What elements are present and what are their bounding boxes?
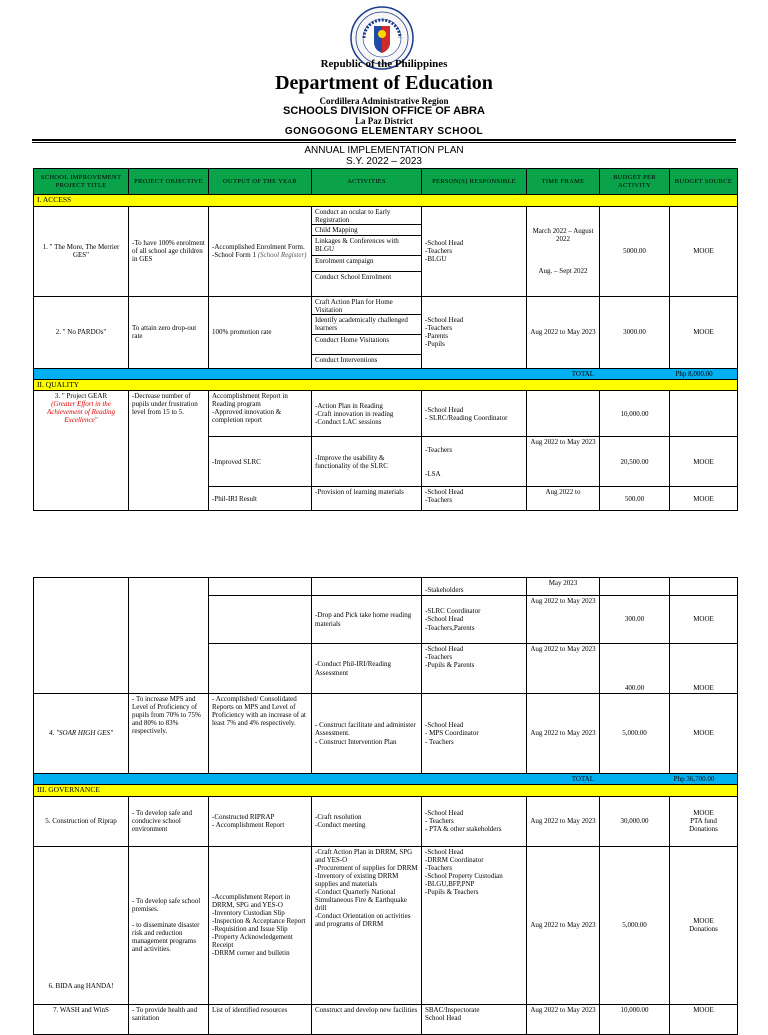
budget-amount: 3000.00: [600, 296, 670, 368]
time-frame: Aug 2022 to May 2023: [527, 796, 600, 846]
person-line: -Teachers: [425, 445, 453, 454]
project-output: - Accomplished/ Consolidated Reports on MPS and Level of Proficiency with an increase of at least 7% and 4% respectively.: [209, 694, 312, 774]
activities-list: -Drop and Pick take home reading materials: [312, 596, 422, 644]
republic-line: Republic of the Philippines: [320, 58, 448, 70]
persons-responsible: -School Head -DRRM Coordinator -Teachers -School Property Custodian -BLGU,BFP,PNP -Pupils & Teachers: [422, 846, 527, 1004]
project-objective: [129, 578, 209, 694]
table-row: [34, 694, 738, 774]
division-line: SCHOOLS DIVISION OFFICE OF ABRA: [283, 105, 485, 117]
activities-list: -Conduct Phil-IRI/Reading Assessment: [312, 644, 422, 694]
persons-responsible: -School Head - SLRC/Reading Coordinator: [422, 391, 527, 437]
project-title-main: 3. " Project GEAR: [54, 392, 108, 401]
col-budget-per-activity: BUDGET PER ACTIVITY: [600, 169, 670, 195]
section-governance: III. GOVERNANCE: [34, 785, 738, 797]
time-frame: Aug 2022 to May 2023: [527, 694, 600, 774]
time-frame: Aug 2022 to May 2023: [527, 644, 600, 694]
persons-responsible: -School Head -Teachers -Parents -Pupils: [422, 296, 527, 368]
col-budget-source: BUDGET SOURCE: [670, 169, 738, 195]
project-output: -Phil-IRI Result: [209, 487, 312, 511]
project-title: 4. "SOAR HIGH GES": [34, 694, 129, 774]
output-note: (School Register): [257, 251, 307, 260]
activity-item: Conduct Home Visitations: [312, 335, 421, 355]
project-output: -Constructed RIPRAP - Accomplishment Report: [209, 796, 312, 846]
project-objective: To attain zero drop-out rate: [129, 296, 209, 368]
activities-list: [312, 296, 422, 368]
activity-item: Child Mapping: [312, 225, 421, 236]
activity-item: Enrolment campaign: [312, 256, 421, 272]
persons-responsible: -School Head -Teachers -Pupils & Parents: [422, 644, 527, 694]
activity-item: Conduct an ocular to Early Registration: [312, 207, 421, 225]
budget-source: [670, 391, 738, 437]
activities-list: -Improve the usability & functionality of the SLRC: [312, 437, 422, 487]
activities-list: -Craft resolution -Conduct meeting: [312, 796, 422, 846]
department-title: Department of Education: [275, 72, 493, 94]
activity-item: Identify academically challenged learners: [312, 315, 421, 335]
activity-item: Linkages & Conferences with BLGU: [312, 236, 421, 256]
budget-amount: 10,000.00: [600, 391, 670, 437]
section-quality: II. QUALITY: [34, 379, 738, 391]
col-objective: PROJECT OBJECTIVE: [129, 169, 209, 195]
budget-amount: 400.00: [600, 644, 670, 694]
activities-list: - Construct facilitate and administer Assessment. - Construct Intervention Plan: [312, 694, 422, 774]
total-label: TOTAL: [571, 775, 594, 783]
aip-table-page-1: [33, 168, 738, 511]
project-title: [34, 391, 129, 511]
district-line: La Paz District: [355, 116, 413, 126]
time-frame: Aug 2022 to May 2023: [527, 846, 600, 1004]
project-objective: - To increase MPS and Level of Proficiency of pupils from 70% to 75% and 80% to 83% respectively.: [129, 694, 209, 774]
time-frame: Aug 2022 to May 2023: [527, 296, 600, 368]
activities-list: -Provision of learning materials: [312, 487, 422, 511]
column-header-row: [34, 169, 738, 195]
project-objective: - To provide health and sanitation: [129, 1004, 209, 1034]
time-frame: May 2023: [527, 578, 600, 596]
time-frame: Aug 2022 to: [527, 487, 600, 511]
budget-amount: [600, 578, 670, 596]
time-frame: Aug 2022 to May 2023: [527, 1004, 600, 1034]
project-output: [209, 578, 312, 596]
budget-source: MOOE: [670, 206, 738, 296]
budget-amount: 5,000.00: [600, 694, 670, 774]
table-row: [34, 846, 738, 1004]
header-rule: [32, 139, 736, 141]
budget-amount: 30,000.00: [600, 796, 670, 846]
project-output: 100% promotion rate: [209, 296, 312, 368]
table-row: [34, 296, 738, 368]
time-frame-line: March 2022 – August 2022: [532, 226, 594, 244]
budget-source: MOOE: [670, 437, 738, 487]
budget-amount: 500.00: [600, 487, 670, 511]
col-persons: PERSON(S) RESPONSIBLE: [422, 169, 527, 195]
project-objective: -To have 100% enrolment of all school age children in GES: [129, 206, 209, 296]
table-row: [34, 796, 738, 846]
budget-source: MOOE: [670, 487, 738, 511]
activities-list: [312, 206, 422, 296]
activities-list: [312, 578, 422, 596]
time-frame: Aug 2022 to May 2023: [527, 596, 600, 644]
total-value: Php 36,700.00: [673, 775, 715, 783]
project-title-sub: (Greater Effort in the Achievement of Reading Excellence": [46, 400, 116, 425]
project-title: 7. WASH and WinS: [34, 1004, 129, 1034]
budget-source: MOOE: [670, 644, 738, 694]
activity-item: Craft Action Plan for Home Visitation: [312, 297, 421, 315]
school-year: S.Y. 2022 – 2023: [346, 156, 422, 167]
project-title: 1. " The More, The Merrier GES": [34, 206, 129, 296]
project-title: 5. Construction of Riprap: [34, 796, 129, 846]
project-title: 2. " No PARDOs": [34, 296, 129, 368]
budget-amount: 5000.00: [600, 206, 670, 296]
persons-responsible: [422, 437, 527, 487]
total-value: Php 8,000.00: [675, 369, 713, 378]
budget-source: MOOE PTA fund Donations: [670, 796, 738, 846]
budget-source: MOOE: [670, 694, 738, 774]
total-row-quality: [34, 774, 738, 785]
col-project-title: SCHOOL IMPROVEMENT PROJECT TITLE: [34, 169, 129, 195]
persons-responsible: -School Head -Teachers -BLGU: [422, 206, 527, 296]
budget-source: [670, 578, 738, 596]
plan-title: ANNUAL IMPLEMENTATION PLAN: [304, 145, 464, 156]
persons-responsible: -Stakeholders: [422, 578, 527, 596]
col-output: OUTPUT OF THE YEAR: [209, 169, 312, 195]
time-frame: [527, 391, 600, 437]
output-line: -Accomplished Enrolment Form.: [212, 243, 305, 252]
persons-responsible: -School Head - MPS Coordinator - Teachers: [422, 694, 527, 774]
output-line: -School Form 1: [212, 251, 256, 260]
activities-list: Construct and develop new facilities: [312, 1004, 422, 1034]
budget-source: MOOE: [670, 296, 738, 368]
budget-source: MOOE Donations: [670, 846, 738, 1004]
region-line: Cordillera Administrative Region: [319, 96, 449, 106]
col-activities: ACTIVITIES: [312, 169, 422, 195]
table-row: [34, 1004, 738, 1034]
time-frame-line: Aug. – Sept 2022: [538, 267, 588, 276]
project-title: [34, 578, 129, 694]
project-output: [209, 644, 312, 694]
budget-amount: 10,000.00: [600, 1004, 670, 1034]
project-output: [209, 206, 312, 296]
time-frame: [527, 206, 600, 296]
school-name: GONGOGONG ELEMENTARY SCHOOL: [284, 126, 484, 137]
section-access: I. ACCESS: [34, 195, 738, 207]
person-line: -LSA: [425, 469, 441, 478]
persons-responsible: -School Head -Teachers: [422, 487, 527, 511]
total-label: TOTAL: [571, 369, 594, 378]
project-title: 6. BIDA ang HANDA!: [34, 846, 129, 1004]
persons-responsible: -SLRC Coordinator -School Head -Teachers,Parents: [422, 596, 527, 644]
persons-responsible: SBAC/Inspectorate School Head: [422, 1004, 527, 1034]
table-row: [34, 578, 738, 596]
project-output: [209, 596, 312, 644]
activity-item: Conduct Interventions: [315, 355, 378, 364]
project-output: -Improved SLRC: [209, 437, 312, 487]
budget-source: MOOE: [670, 1004, 738, 1034]
col-time-frame: TIME FRAME: [527, 169, 600, 195]
header-rule-thin: [32, 142, 736, 143]
project-objective: -Decrease number of pupils under frustration level from 15 to 5.: [129, 391, 209, 511]
time-frame: Aug 2022 to May 2023: [527, 437, 600, 487]
table-row: [34, 206, 738, 296]
activity-item: Conduct School Enrolment: [315, 272, 392, 281]
project-output: List of identified resources: [209, 1004, 312, 1034]
total-row-access: [34, 368, 738, 379]
budget-amount: 20,500.00: [600, 437, 670, 487]
aip-table-page-2: [33, 577, 738, 1035]
project-output: Accomplishment Report in Reading program -Approved innovation & completion report: [209, 391, 312, 437]
budget-source: MOOE: [670, 596, 738, 644]
project-objective: - To develop safe and conducive school environment: [129, 796, 209, 846]
budget-amount: 5,000.00: [600, 846, 670, 1004]
persons-responsible: -School Head - Teachers - PTA & other stakeholders: [422, 796, 527, 846]
project-output: -Accomplishment Report in DRRM, SPG and YES-O -Inventory Custodian Slip -Inspection & Acceptance Report -Requisition and Issue Slip -Property Acknowledgement Receipt -DRRM corner and bulletin: [209, 846, 312, 1004]
activities-list: -Action Plan in Reading -Craft innovation in reading -Conduct LAC sessions: [312, 391, 422, 437]
budget-amount: 300.00: [600, 596, 670, 644]
project-objective: - To develop safe school premises. - to disseminate disaster risk and reduction management programs and activities.: [129, 846, 209, 1004]
table-row: [34, 391, 738, 437]
activities-list: -Craft Action Plan in DRRM, SPG and YES-O -Procurement of supplies for DRRM -Inventory of existing DRRM supplies and materials -Conduct Quarterly National Simultaneous Fire & Earthquake drill -Conduct Orientation on activities and programs of DRRM: [312, 846, 422, 1004]
